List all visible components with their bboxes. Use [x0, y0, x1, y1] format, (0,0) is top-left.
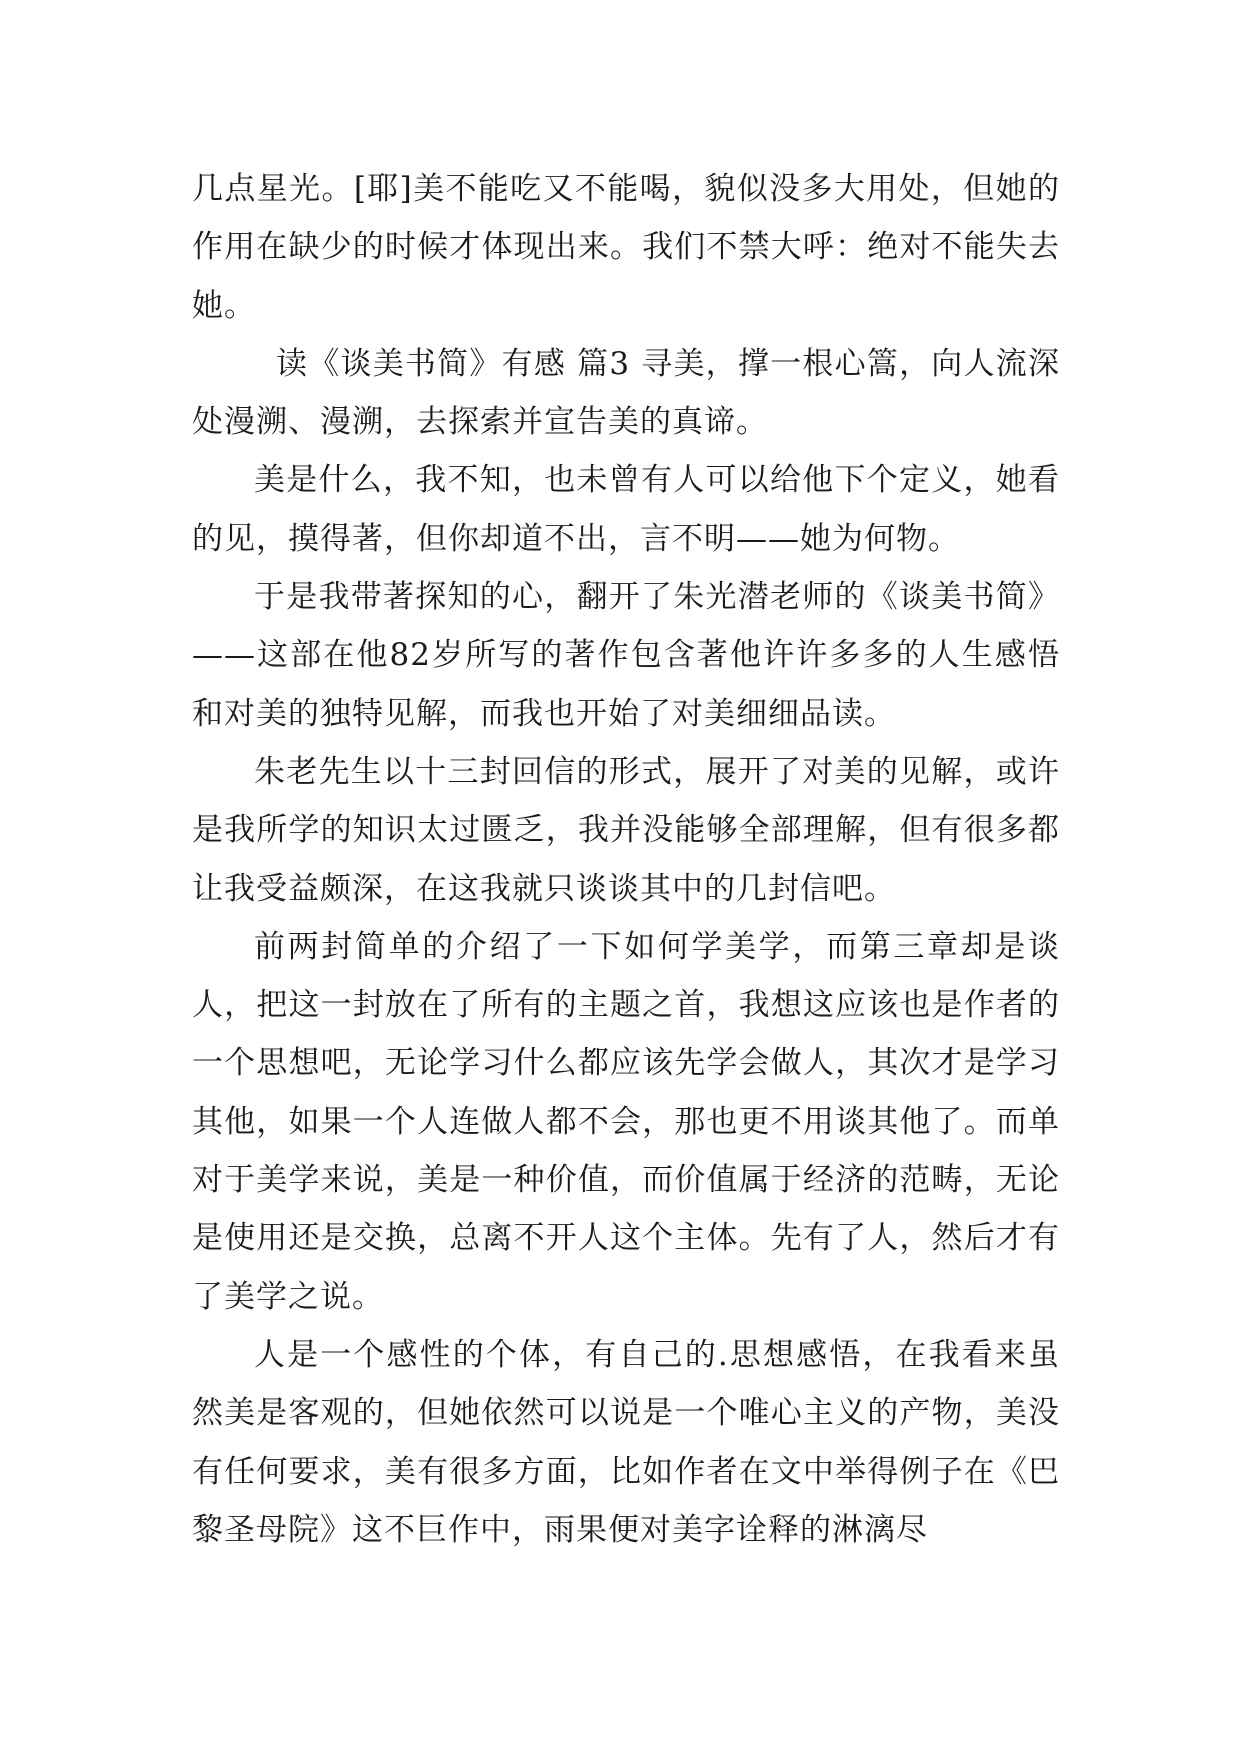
document-body [192, 160, 1060, 1559]
paragraph: 美是什么，我不知，也未曾有人可以给他下个定义，她看的见，摸得著，但你却道不出，言不明——她为何物。 [192, 462, 1060, 557]
paragraph: 前两封简单的介绍了一下如何学美学，而第三章却是谈人，把这一封放在了所有的主题之首，我想这应该也是作者的一个思想吧，无论学习什么都应该先学会做人，其次才是学习其他，如果一个人连做人都不会，那也更不用谈其他了。而单对于美学来说，美是一种价值，而价值属于经济的范畴，无论是使用还是交换，总离不开人这个主体。先有了人，然后才有了美学之说。 [192, 928, 1060, 1315]
paragraph: 朱老先生以十三封回信的形式，展开了对美的见解，或许是我所学的知识太过匮乏，我并没能够全部理解，但有很多都让我受益颇深，在这我就只谈谈其中的几封信吧。 [192, 753, 1060, 907]
paragraph-section-heading: 读《谈美书简》有感 篇3 寻美，撑一根心篙，向人流深处漫溯、漫溯，去探索并宣告美的真谛。 [192, 345, 1060, 441]
paragraph: 于是我带著探知的心，翻开了朱光潜老师的《谈美书简》——这部在他82岁所写的著作包含著他许许多多的人生感悟和对美的独特见解，而我也开始了对美细细品读。 [192, 579, 1060, 732]
paragraph: 人是一个感性的个体，有自己的.思想感悟，在我看来虽然美是客观的，但她依然可以说是一个唯心主义的产物，美没有任何要求，美有很多方面，比如作者在文中举得例子在《巴黎圣母院》这不巨作中，雨果便对美字诠释的淋漓尽 [192, 1336, 1060, 1548]
paragraph-continuation: 几点星光。[耶]美不能吃又不能喝，貌似没多大用处，但她的作用在缺少的时候才体现出来。我们不禁大呼：绝对不能失去她。 [192, 171, 1060, 324]
